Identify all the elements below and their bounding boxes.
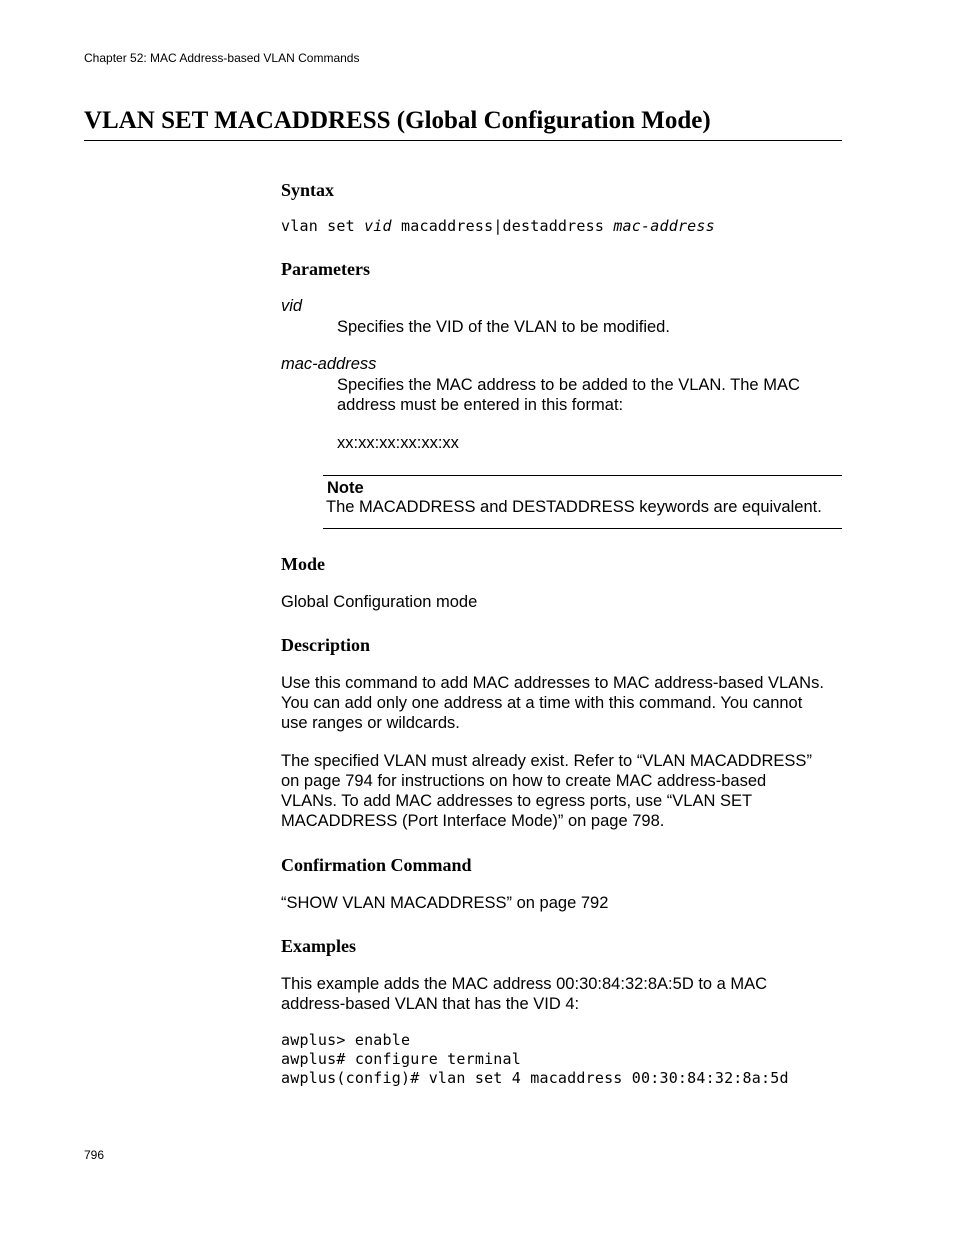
param-mac-description-line-2: address must be entered in this format:	[337, 396, 624, 414]
syntax-heading: Syntax	[281, 180, 335, 200]
examples-heading: Examples	[281, 936, 357, 956]
note-label: Note	[327, 479, 364, 497]
description-p2-line-2: on page 794 for instructions on how to create MAC address-based	[281, 772, 767, 790]
mode-heading: Mode	[281, 554, 325, 574]
description-p2-line-4: MACADDRESS (Port Interface Mode)” on page 798.	[281, 812, 665, 830]
example-code-line-3: awplus(config)# vlan set 4 macaddress 00:30:84:32:8a:5d	[281, 1069, 789, 1087]
confirmation-link[interactable]: “SHOW VLAN MACADDRESS” on page 792	[281, 894, 609, 912]
syntax-keywords: macaddress|destaddress	[391, 217, 614, 235]
note-text: The MACADDRESS and DESTADDRESS keywords are equivalent.	[326, 498, 822, 516]
param-vid-description: Specifies the VID of the VLAN to be modified.	[337, 318, 670, 336]
page-title: VLAN SET MACADDRESS (Global Configuration Mode)	[84, 107, 711, 134]
examples-intro-line-1: This example adds the MAC address 00:30:84:32:8A:5D to a MAC	[281, 975, 768, 993]
note-bottom-rule	[323, 528, 842, 529]
syntax-command: vlan set	[281, 217, 365, 235]
param-vid-name: vid	[281, 297, 303, 315]
title-rule	[84, 140, 842, 141]
description-p1-line-1: Use this command to add MAC addresses to MAC address-based VLANs.	[281, 674, 824, 692]
page-number: 796	[84, 1148, 105, 1162]
syntax-mac-arg: mac-address	[613, 217, 715, 235]
parameters-heading: Parameters	[281, 259, 370, 279]
description-heading: Description	[281, 635, 370, 655]
confirmation-heading: Confirmation Command	[281, 855, 472, 875]
param-mac-format: xx:xx:xx:xx:xx:xx	[337, 434, 459, 452]
param-mac-name: mac-address	[281, 355, 377, 373]
mode-text: Global Configuration mode	[281, 593, 478, 611]
description-p1-line-3: use ranges or wildcards.	[281, 714, 460, 732]
syntax-vid-arg: vid	[364, 217, 392, 235]
description-p1-line-2: You can add only one address at a time with this command. You cannot	[281, 694, 803, 712]
example-code-line-1: awplus> enable	[281, 1031, 411, 1049]
example-code-line-2: awplus# configure terminal	[281, 1050, 521, 1068]
description-p2-line-1: The specified VLAN must already exist. Refer to “VLAN MACADDRESS”	[281, 752, 812, 770]
description-p2-line-3: VLANs. To add MAC addresses to egress ports, use “VLAN SET	[281, 792, 753, 810]
running-header: Chapter 52: MAC Address-based VLAN Commands	[84, 51, 360, 65]
note-top-rule	[323, 475, 842, 476]
examples-intro-line-2: address-based VLAN that has the VID 4:	[281, 995, 580, 1013]
syntax-line	[281, 217, 715, 235]
param-mac-description-line-1: Specifies the MAC address to be added to the VLAN. The MAC	[337, 376, 800, 394]
